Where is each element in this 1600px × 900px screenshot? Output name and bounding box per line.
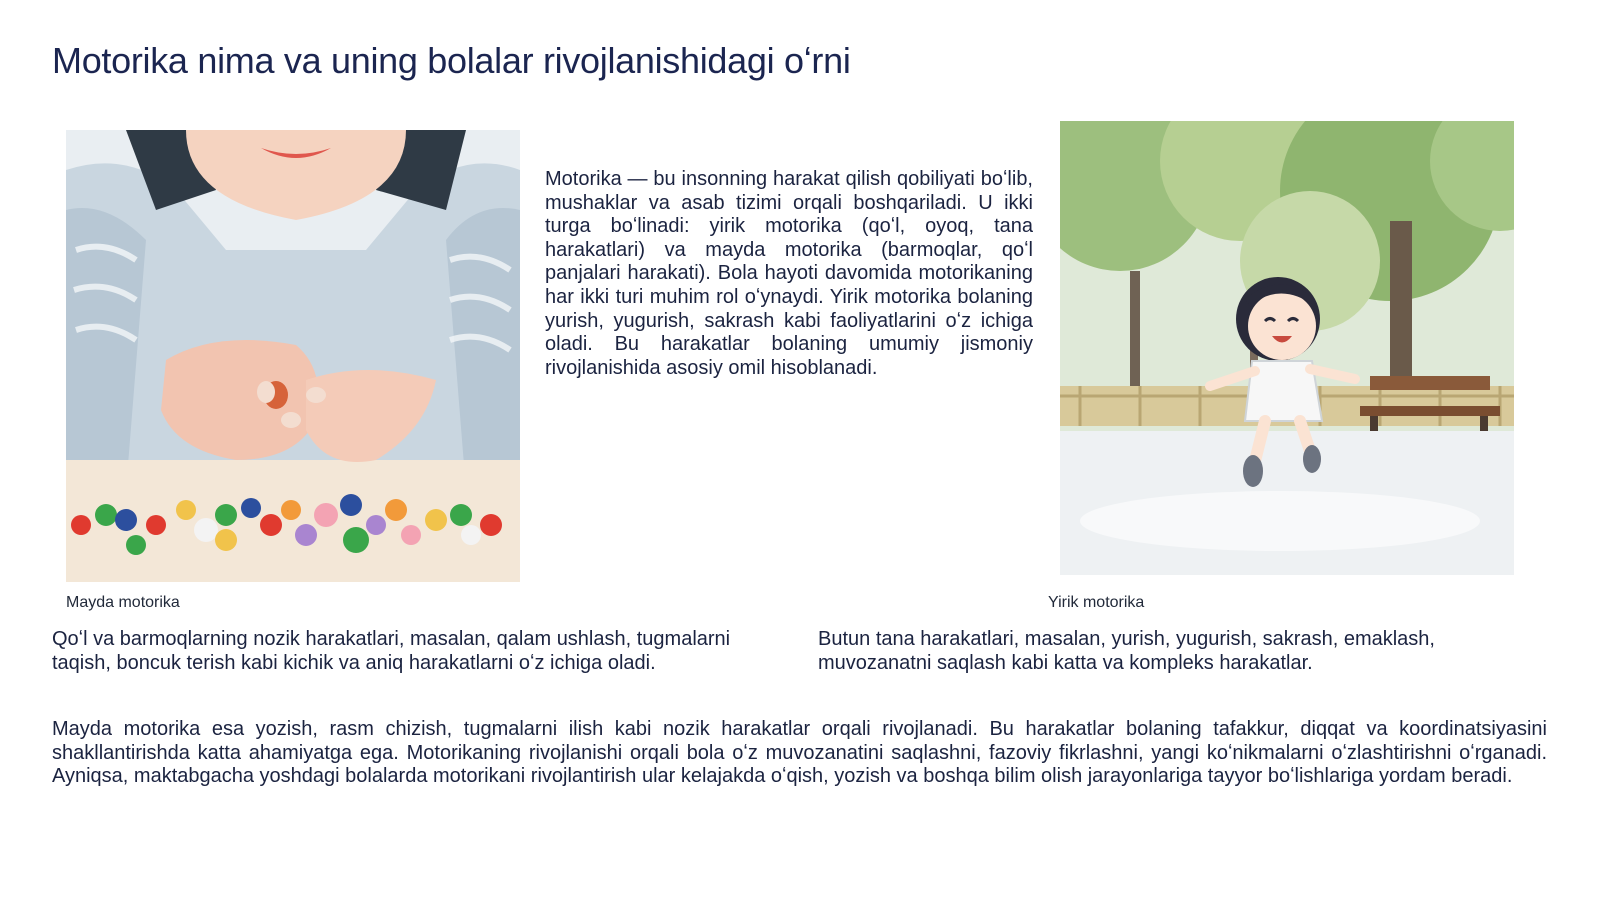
running-child-park-icon [1060, 121, 1514, 575]
page-title: Motorika nima va uning bolalar rivojlanishidagi oʻrni [52, 40, 851, 81]
fine-motor-description: Qoʻl va barmoqlarning nozik harakatlari, masalan, qalam ushlash, tugmalarni taqish, boncuk terish kabi kichik va aniq harakatlarni oʻz ichiga oladi. [52, 628, 731, 674]
fine-motor-image [66, 130, 520, 582]
fine-motor-caption: Mayda motorika [66, 594, 180, 611]
closing-paragraph: Mayda motorika esa yozish, rasm chizish, tugmalarni ilish kabi nozik harakatlar orqali rivojlanadi. Bu harakatlar bolaning tafakkur, diqqat va koordinatsiyasini shakllantirishda katta ahamiyatga ega. Motorikaning rivojlanishi orqali bola oʻz muvozanatini saqlashni, fazoviy fikrlashni, yangi koʻnikmalarni oʻzlashtirishni oʻrganadi. Ayniqsa, maktabgacha yoshdagi bolalarda motorikani rivojlantirish ular kelajakda oʻqish, yozish va boshqa bilim olish jarayonlariga tayyor boʻlishlariga yordam beradi. [52, 718, 1547, 788]
gross-motor-description: Butun tana harakatlari, masalan, yurish, yugurish, sakrash, emaklash, muvozanatni saqlash kabi katta va kompleks harakatlar. [818, 628, 1435, 674]
gross-motor-image [1060, 121, 1514, 575]
child-hands-beads-icon [66, 130, 520, 582]
intro-paragraph: Motorika — bu insonning harakat qilish qobiliyati boʻlib, mushaklar va asab tizimi orqali boshqariladi. U ikki turga boʻlinadi: yirik motorika (qoʻl, oyoq, tana harakatlari) va mayda motorika (barmoqlar, qoʻl panjalari harakati). Bola hayoti davomida motorikaning har ikki turi muhim rol oʻynaydi. Yirik motorika bolaning yurish, yugurish, sakrash kabi faoliyatlarini oʻz ichiga oladi. Bu harakatlar bolaning umumiy jismoniy rivojlanishida asosiy omil hisoblanadi. [545, 168, 1033, 379]
gross-motor-caption: Yirik motorika [1048, 594, 1145, 611]
